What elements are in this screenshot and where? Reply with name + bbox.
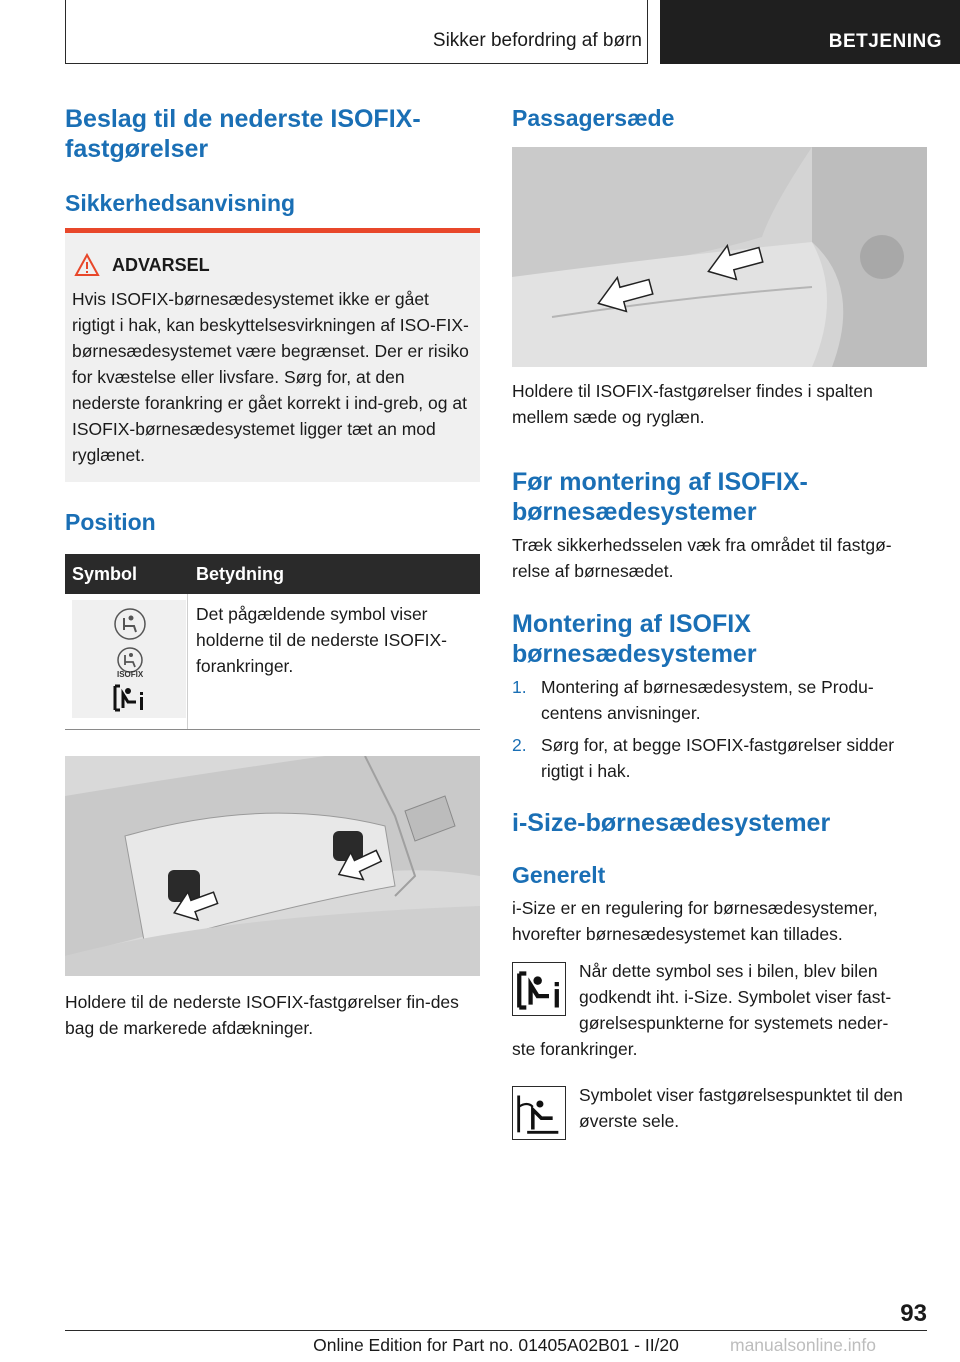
passenger-seat-caption: Holdere til ISOFIX-fastgørelser findes i spalten mellem sæde og ryglæn. — [512, 381, 873, 427]
isize-symbol-box — [512, 962, 566, 1016]
step-number: 1. — [512, 677, 527, 697]
title-mounting: Montering af ISOFIX børnesædesystemer — [512, 610, 757, 668]
warning-bar — [65, 228, 480, 233]
isofix-tag: ISOFIX — [117, 670, 144, 679]
title-isize: i-Size-børnesædesystemer — [512, 809, 831, 837]
rear-seat-caption: Holdere til de nederste ISOFIX-fastgørelser fin-des bag de markerede afdækninger. — [65, 992, 459, 1038]
text-general: i-Size er en regulering for børnesædesystemer, hvorefter børnesædesystemet kan tillades. — [512, 898, 878, 944]
header-section-title: Sikker befordring af børn — [432, 30, 642, 51]
step-number: 2. — [512, 735, 527, 755]
top-tether-icon — [513, 1087, 564, 1138]
page-number: 93 — [900, 1300, 927, 1327]
subtitle-position: Position — [65, 509, 156, 535]
top-tether-symbol-box — [512, 1086, 566, 1140]
section-title-isofix-brackets: Beslag til de nederste ISOFIX-fastgørelser — [65, 105, 421, 163]
table-divider — [187, 594, 188, 730]
table-row-meaning: Det pågældende symbol viser holderne til de nederste ISOFIX-forankringer. — [196, 604, 447, 676]
title-before-mounting: Før montering af ISOFIX-børnesædesystemer — [512, 468, 808, 526]
step-text: Sørg for, at begge ISOFIX-fastgørelser sidder rigtigt i hak. — [541, 735, 895, 781]
edition-line: Online Edition for Part no. 01405A02B01 - II/20 — [313, 1335, 679, 1355]
top-tether-symbol-text: Symbolet viser fastgørelsespunktet til den øverste sele. — [579, 1085, 903, 1131]
warning-label: ADVARSEL — [112, 255, 210, 275]
rear-seat-isofix-photo — [65, 756, 480, 976]
isize-symbol-text-continued: ste forankringer. — [512, 1039, 638, 1059]
passenger-seat-photo — [512, 147, 927, 367]
title-passenger-seat: Passagersæde — [512, 105, 675, 131]
table-bottom-rule — [65, 729, 480, 730]
header-chapter-label: BETJENING — [828, 31, 942, 52]
table-header-symbol: Symbol — [72, 564, 138, 584]
step-text: Montering af børnesædesystem, se Produ-centens anvisninger. — [541, 677, 874, 723]
isofix-symbol-icon — [112, 606, 148, 642]
warning-text: Hvis ISOFIX-børnesædesystemet ikke er gået rigtigt i hak, kan beskyttelsesvirkningen af ISO-FIX-børnesædesystemet være begrænset. Der er risiko for kvæstelse eller livsfare. Sørg for, at den nederste forankring er gået korrekt i ind-greb, og at ISOFIX-børnesædesystemet ligger tæt an mod ryglænet. — [72, 289, 469, 465]
subtitle-safety: Sikkerhedsanvisning — [65, 190, 296, 216]
isize-symbol-text: Når dette symbol ses i bilen, blev bilen godkendt iht. i-Size. Symbolet viser fast-gørelsespunkterne for systemets neder- — [579, 961, 892, 1033]
watermark: manualsonline.info — [730, 1335, 876, 1355]
text-before-mounting: Træk sikkerhedsselen væk fra området til fastgø-relse af børnesædet. — [512, 535, 892, 581]
footer-rule — [65, 1330, 927, 1331]
table-header-meaning: Betydning — [196, 564, 284, 584]
isize-symbol-icon — [515, 965, 566, 1016]
isize-symbol-icon — [112, 682, 148, 714]
warning-triangle-icon — [74, 253, 100, 277]
subtitle-general: Generelt — [512, 862, 606, 888]
